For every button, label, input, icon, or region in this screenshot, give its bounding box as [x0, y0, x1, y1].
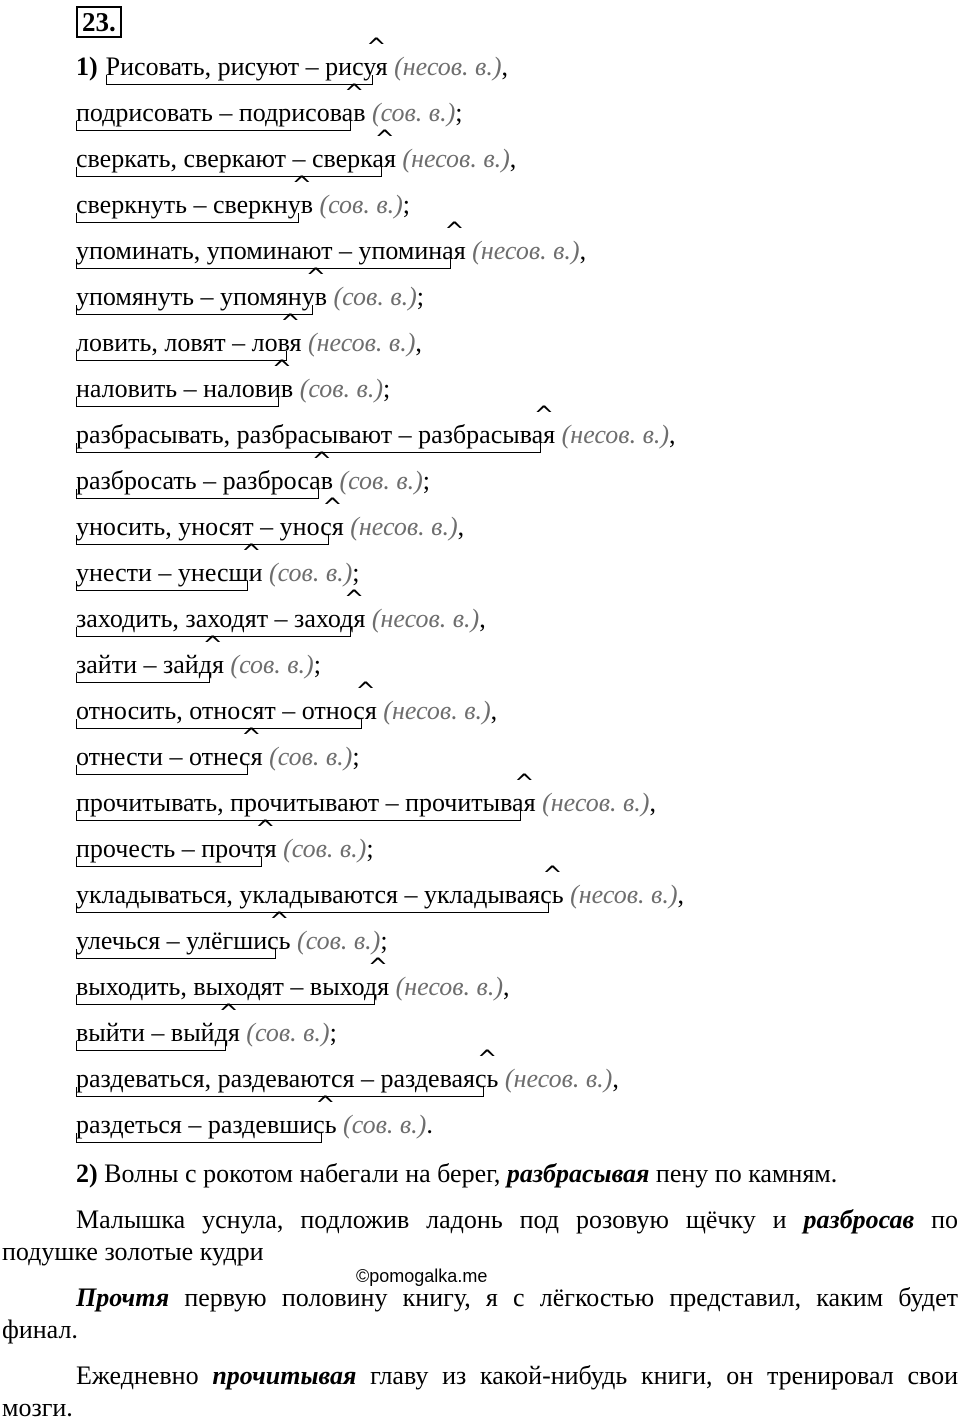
row-punctuation: ; — [313, 650, 321, 679]
sentence-4-before: Ежедневно — [76, 1361, 199, 1390]
word-forms: ^ разбрасывать, разбрасывают – разбрасывая — [76, 420, 555, 450]
sentence-2-after: по подушке золотые кудри — [2, 1205, 959, 1266]
row-punctuation: ; — [352, 558, 360, 587]
sentence-2-participle: разбросав — [803, 1205, 915, 1234]
sentence-1-before: Волны с рокотом набегали на берег, — [104, 1159, 501, 1188]
aspect-note: (сов. в.) — [297, 926, 381, 955]
word-forms: ^ сверкать, сверкают – сверкая — [76, 144, 396, 174]
row-punctuation: . — [426, 1110, 433, 1139]
word-pair-row — [76, 826, 956, 872]
word-pair-row — [76, 366, 956, 412]
part2-label: 2) — [76, 1159, 98, 1188]
row-punctuation: ; — [329, 1018, 337, 1047]
row-punctuation: , — [490, 696, 498, 725]
row-punctuation: ; — [380, 926, 388, 955]
row-punctuation: , — [677, 880, 685, 909]
word-pair-row — [76, 1010, 956, 1056]
word-pair-row — [76, 458, 956, 504]
aspect-note: (сов. в.) — [283, 834, 367, 863]
word-forms: ^ отнести – отнеся — [76, 742, 263, 772]
word-forms: ^ сверкнуть – сверкнув — [76, 190, 313, 220]
word-forms: ^ выходить, выходят – выходя — [76, 972, 389, 1002]
word-forms: ^ заходить, заходят – заходя — [76, 604, 365, 634]
row-punctuation: ; — [352, 742, 360, 771]
exercise-number: 23. — [76, 6, 122, 38]
sentence-1 — [76, 1158, 956, 1190]
word-forms: ^ ловить, ловят – ловя — [76, 328, 301, 358]
word-pair-row — [76, 1102, 956, 1148]
row-punctuation: , — [509, 144, 517, 173]
row-punctuation: , — [612, 1064, 619, 1093]
aspect-note: (несов. в.) — [402, 144, 510, 173]
word-pair-row — [76, 320, 956, 366]
word-forms: ^ раздеться – раздевшись — [76, 1110, 337, 1140]
row-punctuation: , — [479, 604, 486, 633]
word-forms: ^ упоминать, упоминают – упоминая — [76, 236, 466, 266]
aspect-note: (несов. в.) — [504, 1064, 613, 1093]
aspect-note: (сов. в.) — [333, 282, 417, 311]
aspect-note: (сов. в.) — [343, 1110, 427, 1139]
word-pair-row — [76, 642, 956, 688]
word-forms: ^ укладываться, укладываются – укладываясь — [76, 880, 564, 910]
sentence-4 — [2, 1360, 958, 1424]
row-punctuation: ; — [402, 190, 411, 219]
word-pair-row — [76, 688, 956, 734]
word-forms: ^ уносить, уносят – унося — [76, 512, 344, 542]
word-pair-row — [76, 918, 956, 964]
row-punctuation: , — [579, 236, 587, 265]
word-pair-row — [76, 228, 956, 274]
watermark: ©pomogalka.me — [356, 1266, 488, 1286]
aspect-note: (сов. в.) — [371, 98, 456, 127]
aspect-note: (несов. в.) — [350, 512, 458, 541]
word-pair-row — [76, 964, 956, 1010]
word-pair-row — [76, 182, 956, 228]
word-forms: ^ относить, относят – относя — [76, 696, 377, 726]
aspect-note: (сов. в.) — [230, 650, 314, 679]
aspect-note: (сов. в.) — [299, 374, 383, 403]
word-forms: ^ прочитывать, прочитывают – прочитывая — [76, 788, 536, 818]
aspect-note: (несов. в.) — [307, 328, 416, 357]
aspect-note: (несов. в.) — [472, 236, 580, 265]
word-pair-row — [76, 550, 956, 596]
sentence-2-before: Малышка уснула, подложив ладонь под розовую щёчку и — [76, 1205, 787, 1234]
aspect-note: (несов. в.) — [542, 788, 650, 817]
word-pairs-list — [76, 44, 956, 1148]
row-punctuation: ; — [366, 834, 374, 863]
row-punctuation: , — [457, 512, 465, 541]
row-punctuation: , — [415, 328, 422, 357]
aspect-note: (сов. в.) — [339, 466, 423, 495]
word-forms: ^ унести – унесши — [76, 558, 263, 588]
word-pair-row — [76, 274, 956, 320]
word-forms: ^ выйти – выйдя — [76, 1018, 240, 1048]
word-forms: ^ Рисовать, рисуют – рисуя — [106, 52, 388, 82]
row-punctuation: ; — [382, 374, 391, 403]
sentence-1-participle: разбрасывая — [506, 1159, 650, 1188]
sentence-1-after: пену по камням. — [655, 1159, 838, 1188]
sentence-3-after: первую половину книгу, я с лёгкостью представил, каким будет финал. — [2, 1283, 958, 1344]
word-forms: ^ упомянуть – упомянув — [76, 282, 327, 312]
word-pair-row — [76, 44, 956, 90]
word-pair-row — [76, 780, 956, 826]
word-forms: ^ разбросать – разбросав — [76, 466, 333, 496]
sentence-4-participle: прочитывая — [212, 1361, 357, 1390]
aspect-note: (сов. в.) — [269, 558, 353, 587]
sentence-4-after: главу из какой-нибудь книги, он тренировал свои мозги. — [2, 1361, 959, 1422]
word-forms: ^ зайти – зайдя — [76, 650, 224, 680]
sentence-2 — [2, 1204, 958, 1268]
word-forms: ^ раздеваться, раздеваются – раздеваясь — [76, 1064, 498, 1094]
word-pair-row — [76, 872, 956, 918]
aspect-note: (сов. в.) — [319, 190, 403, 219]
aspect-note: (несов. в.) — [371, 604, 480, 633]
aspect-note: (несов. в.) — [561, 420, 670, 449]
word-pair-row — [76, 412, 956, 458]
aspect-note: (сов. в.) — [269, 742, 353, 771]
row-punctuation: ; — [455, 98, 463, 127]
aspect-note: (несов. в.) — [394, 52, 502, 81]
word-pair-row — [76, 136, 956, 182]
row-punctuation: , — [503, 972, 510, 1001]
row-punctuation: , — [649, 788, 656, 817]
word-forms: ^ улечься – улёгшись — [76, 926, 291, 956]
word-pair-row — [76, 90, 956, 136]
word-forms: ^ наловить – наловив — [76, 374, 293, 404]
aspect-note: (несов. в.) — [570, 880, 678, 909]
part1-label: 1) — [76, 52, 98, 81]
aspect-note: (сов. в.) — [246, 1018, 330, 1047]
row-punctuation: , — [501, 52, 508, 81]
sentence-3 — [2, 1282, 958, 1346]
aspect-note: (несов. в.) — [395, 972, 504, 1001]
row-punctuation: ; — [416, 282, 425, 311]
row-punctuation: , — [669, 420, 676, 449]
aspect-note: (несов. в.) — [383, 696, 491, 725]
word-forms: ^ подрисовать – подрисовав — [76, 98, 365, 128]
word-pair-row — [76, 504, 956, 550]
word-forms: ^ прочесть – прочтя — [76, 834, 277, 864]
row-punctuation: ; — [422, 466, 431, 495]
sentence-3-participle: Прочтя — [76, 1283, 170, 1312]
word-pair-row — [76, 1056, 956, 1102]
